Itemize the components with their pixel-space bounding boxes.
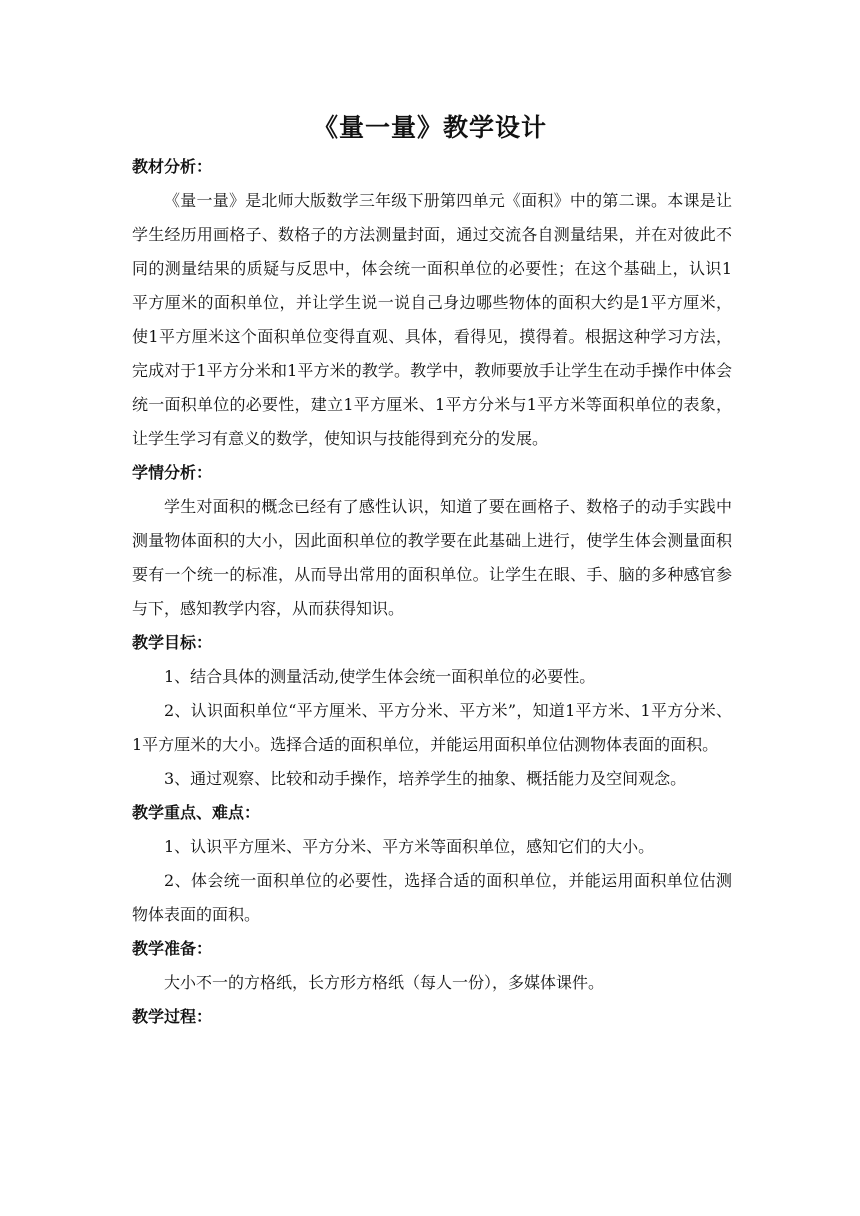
section-key-difficult-points bbox=[132, 796, 732, 932]
document-body bbox=[132, 150, 732, 1034]
section-teaching-preparation bbox=[132, 932, 732, 1000]
section-paragraph: 2、认识面积单位“平方厘米、平方分米、平方米”，知道1平方米、1平方分米、1平方厘米的大小。选择合适的面积单位，并能运用面积单位估测物体表面的面积。 bbox=[132, 701, 732, 754]
section-teaching-process bbox=[132, 1000, 732, 1034]
section-heading: 教材分析： bbox=[132, 157, 213, 176]
section-paragraph: 1、认识平方厘米、平方分米、平方米等面积单位，感知它们的大小。 bbox=[164, 837, 655, 856]
section-student-analysis bbox=[132, 456, 732, 626]
section-paragraph: 2、体会统一面积单位的必要性，选择合适的面积单位，并能运用面积单位估测物体表面的面积。 bbox=[132, 871, 732, 924]
document-title: 《量一量》教学设计 bbox=[312, 113, 547, 142]
section-heading: 教学过程： bbox=[132, 1007, 213, 1026]
section-paragraph: 《量一量》是北师大版数学三年级下册第四单元《面积》中的第二课。本课是让学生经历用画格子、数格子的方法测量封面，通过交流各自测量结果，并在对彼此不同的测量结果的质疑与反思中，体会统一面积单位的必要性；在这个基础上，认识1平方厘米的面积单位，并让学生说一说自己身边哪些物体的面积大约是1平方厘米，使1平方厘米这个面积单位变得直观、具体，看得见，摸得着。根据这种学习方法，完成对于1平方分米和1平方米的教学。教学中，教师要放手让学生在动手操作中体会统一面积单位的必要性，建立1平方厘米、1平方分米与1平方米等面积单位的表象，让学生学习有意义的数学，使知识与技能得到充分的发展。 bbox=[132, 191, 732, 448]
section-heading: 教学准备： bbox=[132, 939, 213, 958]
section-paragraph: 1、结合具体的测量活动,使学生体会统一面积单位的必要性。 bbox=[164, 667, 596, 686]
section-paragraph: 大小不一的方格纸，长方形方格纸（每人一份），多媒体课件。 bbox=[164, 973, 605, 992]
section-teaching-goals bbox=[132, 626, 732, 796]
section-paragraph: 学生对面积的概念已经有了感性认识，知道了要在画格子、数格子的动手实践中测量物体面积的大小，因此面积单位的教学要在此基础上进行，使学生体会测量面积要有一个统一的标准，从而导出常用的面积单位。让学生在眼、手、脑的多种感官参与下，感知教学内容，从而获得知识。 bbox=[132, 497, 732, 618]
section-material-analysis bbox=[132, 150, 732, 456]
section-heading: 教学重点、难点： bbox=[132, 803, 261, 822]
section-heading: 学情分析： bbox=[132, 463, 213, 482]
section-paragraph: 3、通过观察、比较和动手操作，培养学生的抽象、概括能力及空间观念。 bbox=[164, 769, 687, 788]
section-heading: 教学目标： bbox=[132, 633, 213, 652]
